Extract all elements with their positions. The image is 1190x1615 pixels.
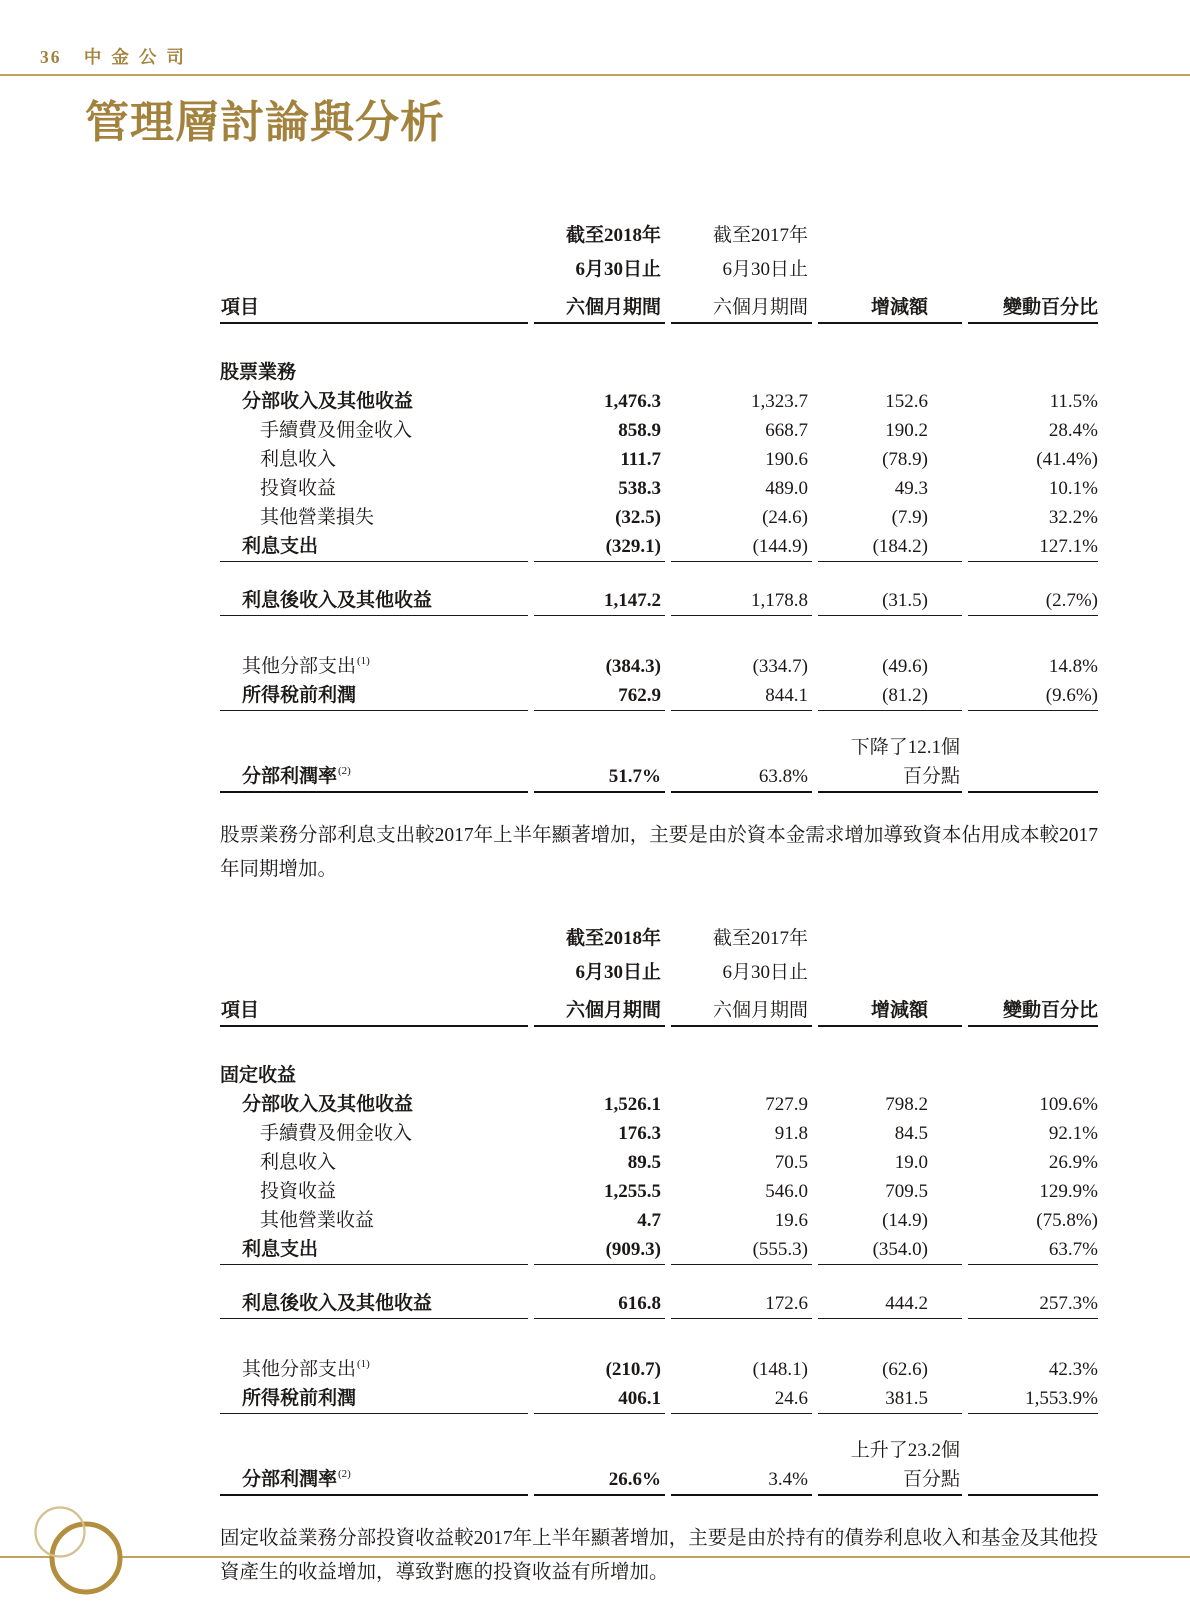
row-label: [220, 733, 528, 762]
value-2018: 176.3: [618, 1123, 661, 1144]
company-name: 中金公司: [83, 47, 194, 67]
value-change-pct: [968, 1436, 1098, 1465]
value-2018: 1,526.1: [604, 1094, 661, 1115]
value-2017: 3.4%: [671, 1465, 812, 1496]
column-header-change: 增減額: [818, 284, 962, 324]
value-change-pct: (75.8%): [1036, 1210, 1098, 1231]
value-change-pct: (9.6%): [968, 681, 1098, 711]
row-label: [220, 445, 528, 474]
value-change: 百分點: [818, 1465, 962, 1496]
value-change-pct: [968, 358, 1098, 387]
table-row: [220, 1119, 1098, 1148]
value-2018: 1,255.5: [604, 1181, 661, 1202]
table-row: [220, 586, 1098, 616]
table-row: [220, 1289, 1098, 1319]
row-label-text: 分部收入及其他收益: [242, 391, 414, 412]
table-row: [220, 733, 1098, 762]
value-2018: 538.3: [618, 478, 661, 499]
table-body: [220, 1061, 1098, 1496]
column-header-2017: 截至2017年: [712, 928, 808, 949]
column-header-2018-date: 6月30日止: [575, 259, 661, 280]
value-2017: [671, 1436, 812, 1465]
row-label-text: 投資收益: [260, 1181, 337, 1202]
value-2017: [671, 358, 812, 387]
table-spacer-row: [220, 1414, 1098, 1436]
value-2018: [534, 733, 665, 762]
table-head: [220, 212, 1098, 358]
value-2018: 616.8: [534, 1289, 665, 1319]
row-label-text: 股票業務: [220, 362, 297, 383]
value-2018: [534, 1436, 665, 1465]
table-row: [220, 1384, 1098, 1414]
note-paragraph-fixed-income: 固定收益業務分部投資收益較2017年上半年顯著增加，主要是由於持有的債券利息收入和基金及其他投資產生的收益增加，導致對應的投資收益有所增加。: [220, 1528, 1098, 1583]
value-2017: 1,178.8: [671, 586, 812, 616]
value-change: 49.3: [894, 478, 928, 499]
value-change: [818, 358, 962, 387]
row-label: [220, 1436, 528, 1465]
value-2018: 1,476.3: [604, 391, 661, 412]
page-number: 36: [40, 47, 62, 67]
header-label-row: [220, 987, 1098, 1027]
note-paragraph-equities: 股票業務分部利息支出較2017年上半年顯著增加，主要是由於資本金需求增加導致資本佔用成本較2017年同期增加。: [220, 825, 1098, 880]
value-change: (7.9): [891, 507, 928, 528]
table-row: [220, 1206, 1098, 1235]
row-label-text: 其他營業損失: [260, 507, 375, 528]
column-header-item: 項目: [220, 987, 528, 1027]
column-header-2018-period: 六個月期間: [534, 284, 665, 324]
row-label: [220, 1119, 528, 1148]
page-title: 管理層討論與分析: [85, 98, 445, 147]
value-2018: 89.5: [627, 1152, 661, 1173]
value-2018: 1,147.2: [534, 586, 665, 616]
row-label-text: 分部利潤率: [242, 766, 338, 787]
table-row: [220, 652, 1098, 681]
header-period-row-1: [220, 915, 1098, 953]
column-header-2018-date: 6月30日止: [575, 962, 661, 983]
value-change: (354.0): [818, 1235, 962, 1265]
table-spacer-row: [220, 562, 1098, 586]
row-label: [220, 681, 528, 711]
bottom-gold-rule: [0, 1556, 1190, 1558]
row-label: [220, 416, 528, 445]
header-period-row-2: [220, 953, 1098, 987]
row-label: [220, 1206, 528, 1235]
value-2018: 4.7: [637, 1210, 661, 1231]
row-label: [220, 358, 528, 387]
value-2018: 762.9: [534, 681, 665, 711]
value-change-pct: 11.5%: [1049, 391, 1098, 412]
table-row: [220, 681, 1098, 711]
row-label-text: 利息支出: [242, 1239, 319, 1260]
value-2018: [534, 1061, 665, 1090]
value-2018: 26.6%: [534, 1465, 665, 1496]
value-2018: (329.1): [534, 532, 665, 562]
row-label: [220, 503, 528, 532]
value-2018: [534, 358, 665, 387]
row-label: [220, 762, 528, 793]
value-2017: (555.3): [671, 1235, 812, 1265]
value-change-pct: 63.7%: [968, 1235, 1098, 1265]
table-spacer-row: [220, 1265, 1098, 1289]
footnote-marker: (2): [338, 1467, 351, 1480]
value-2017: [671, 733, 812, 762]
value-2017: (148.1): [752, 1359, 808, 1380]
row-label-text: 手續費及佣金收入: [260, 420, 413, 441]
value-change: (31.5): [818, 586, 962, 616]
row-label-text: 其他分部支出: [242, 1359, 357, 1380]
row-label-text: 其他分部支出: [242, 656, 357, 677]
value-2018: (384.3): [605, 656, 661, 677]
row-label-text: 固定收益: [220, 1065, 297, 1086]
value-change-pct: 28.4%: [1048, 420, 1098, 441]
equities-segment-table: [214, 212, 1104, 793]
value-change-pct: (2.7%): [968, 586, 1098, 616]
value-change: 19.0: [894, 1152, 928, 1173]
table-row: [220, 1090, 1098, 1119]
value-2018: (210.7): [605, 1359, 661, 1380]
column-header-2017-date: 6月30日止: [722, 962, 808, 983]
value-change-pct: 42.3%: [1048, 1359, 1098, 1380]
value-change-pct: 257.3%: [968, 1289, 1098, 1319]
row-label: [220, 1384, 528, 1414]
value-2018: (909.3): [534, 1235, 665, 1265]
value-change-pct: 32.2%: [1048, 507, 1098, 528]
table-row: [220, 1061, 1098, 1090]
value-2017: 1,323.7: [751, 391, 808, 412]
column-header-change: 增減額: [818, 987, 962, 1027]
value-2017: (144.9): [671, 532, 812, 562]
value-2017: 24.6: [671, 1384, 812, 1414]
value-change-pct: 26.9%: [1048, 1152, 1098, 1173]
row-label-text: 分部收入及其他收益: [242, 1094, 414, 1115]
value-change: (14.9): [882, 1210, 928, 1231]
table-spacer-row: [220, 1319, 1098, 1355]
value-2017: 844.1: [671, 681, 812, 711]
value-change: 190.2: [885, 420, 928, 441]
table-row: [220, 1465, 1098, 1496]
value-change: (81.2): [818, 681, 962, 711]
row-label-text: 其他營業收益: [260, 1210, 375, 1231]
table-row: [220, 416, 1098, 445]
table-row: [220, 1148, 1098, 1177]
table-body: [220, 358, 1098, 793]
value-change: 84.5: [894, 1123, 928, 1144]
decor-circles: [18, 1480, 168, 1615]
table-row: [220, 387, 1098, 416]
table-row: [220, 1436, 1098, 1465]
value-2017: 546.0: [765, 1181, 808, 1202]
row-label-text: 利息收入: [260, 449, 337, 470]
row-label-text: 利息後收入及其他收益: [242, 1293, 433, 1314]
row-label: [220, 1061, 528, 1090]
page-header: [40, 44, 194, 69]
table-row: [220, 503, 1098, 532]
value-change: 下降了12.1個: [850, 737, 960, 758]
table-row: [220, 1177, 1098, 1206]
fixed-income-segment-table: [214, 915, 1104, 1496]
value-change: (184.2): [818, 532, 962, 562]
value-change-pct: 127.1%: [968, 532, 1098, 562]
column-header-2018: 截至2018年: [565, 225, 661, 246]
row-label: [220, 1148, 528, 1177]
value-2017: 190.6: [765, 449, 808, 470]
row-label-text: 所得稅前利潤: [242, 685, 357, 706]
table-row: [220, 1235, 1098, 1265]
row-label: [220, 474, 528, 503]
column-header-2017: 截至2017年: [712, 225, 808, 246]
value-change: 709.5: [885, 1181, 928, 1202]
row-label-text: 利息支出: [242, 536, 319, 557]
header-period-row-2: [220, 250, 1098, 284]
table-row: [220, 532, 1098, 562]
value-change-pct: 14.8%: [1048, 656, 1098, 677]
column-header-2018-period: 六個月期間: [534, 987, 665, 1027]
value-change: 百分點: [818, 762, 962, 793]
value-2017: (334.7): [752, 656, 808, 677]
value-change: 381.5: [818, 1384, 962, 1414]
value-2017: [671, 1061, 812, 1090]
header-gap-row: [220, 1027, 1098, 1061]
value-2017: 91.8: [774, 1123, 808, 1144]
decor-circle-large: [52, 1524, 120, 1592]
table-row: [220, 358, 1098, 387]
value-2018: 406.1: [534, 1384, 665, 1414]
row-label: [220, 652, 528, 681]
value-change-pct: 10.1%: [1048, 478, 1098, 499]
value-2017: 172.6: [671, 1289, 812, 1319]
value-change: 798.2: [885, 1094, 928, 1115]
value-change: (78.9): [882, 449, 928, 470]
value-2018: 51.7%: [534, 762, 665, 793]
row-label-text: 利息收入: [260, 1152, 337, 1173]
value-change-pct: (41.4%): [1036, 449, 1098, 470]
footnote-marker: (1): [357, 1357, 370, 1370]
value-2018: (32.5): [615, 507, 661, 528]
table-row: [220, 474, 1098, 503]
value-2017: (24.6): [762, 507, 808, 528]
value-change-pct: 1,553.9%: [968, 1384, 1098, 1414]
row-label: [220, 1355, 528, 1384]
value-2017: 489.0: [765, 478, 808, 499]
row-label-text: 手續費及佣金收入: [260, 1123, 413, 1144]
value-change-pct: 109.6%: [1039, 1094, 1098, 1115]
value-change-pct: [968, 1465, 1098, 1496]
value-change-pct: [968, 1061, 1098, 1090]
value-change-pct: 129.9%: [1039, 1181, 1098, 1202]
row-label: [220, 1235, 528, 1265]
table-row: [220, 1355, 1098, 1384]
row-label: [220, 532, 528, 562]
top-gold-rule: [0, 74, 1190, 76]
header-period-row-1: [220, 212, 1098, 250]
value-2017: 70.5: [774, 1152, 808, 1173]
column-header-2017-period: 六個月期間: [671, 987, 812, 1027]
value-change: 152.6: [885, 391, 928, 412]
value-2018: 111.7: [620, 449, 661, 470]
value-change: 444.2: [818, 1289, 962, 1319]
table-row: [220, 762, 1098, 793]
value-2017: 19.6: [774, 1210, 808, 1231]
row-label: [220, 586, 528, 616]
column-header-change-pct: 變動百分比: [968, 284, 1098, 324]
row-label: [220, 1090, 528, 1119]
value-2018: 858.9: [618, 420, 661, 441]
value-change-pct: 92.1%: [1048, 1123, 1098, 1144]
footnote-marker: (2): [338, 764, 351, 777]
value-2017: 727.9: [765, 1094, 808, 1115]
content-column: [220, 212, 1098, 1590]
footnote-marker: (1): [357, 654, 370, 667]
value-change: 上升了23.2個: [850, 1440, 960, 1461]
row-label-text: 所得稅前利潤: [242, 1388, 357, 1409]
header-label-row: [220, 284, 1098, 324]
value-change: (62.6): [882, 1359, 928, 1380]
row-label-text: 投資收益: [260, 478, 337, 499]
column-header-2017-date: 6月30日止: [722, 259, 808, 280]
value-2017: 668.7: [765, 420, 808, 441]
value-2017: 63.8%: [671, 762, 812, 793]
header-gap-row: [220, 324, 1098, 358]
column-header-2017-period: 六個月期間: [671, 284, 812, 324]
table-row: [220, 445, 1098, 474]
value-change-pct: [968, 733, 1098, 762]
row-label-text: 分部利潤率: [242, 1469, 338, 1490]
row-label: [220, 387, 528, 416]
column-header-change-pct: 變動百分比: [968, 987, 1098, 1027]
table-spacer-row: [220, 616, 1098, 652]
table-head: [220, 915, 1098, 1061]
value-change-pct: [968, 762, 1098, 793]
value-change: [818, 1061, 962, 1090]
value-change: (49.6): [882, 656, 928, 677]
table-spacer-row: [220, 711, 1098, 733]
column-header-item: 項目: [220, 284, 528, 324]
row-label-text: 利息後收入及其他收益: [242, 590, 433, 611]
column-header-2018: 截至2018年: [565, 928, 661, 949]
row-label: [220, 1465, 528, 1496]
row-label: [220, 1289, 528, 1319]
row-label: [220, 1177, 528, 1206]
